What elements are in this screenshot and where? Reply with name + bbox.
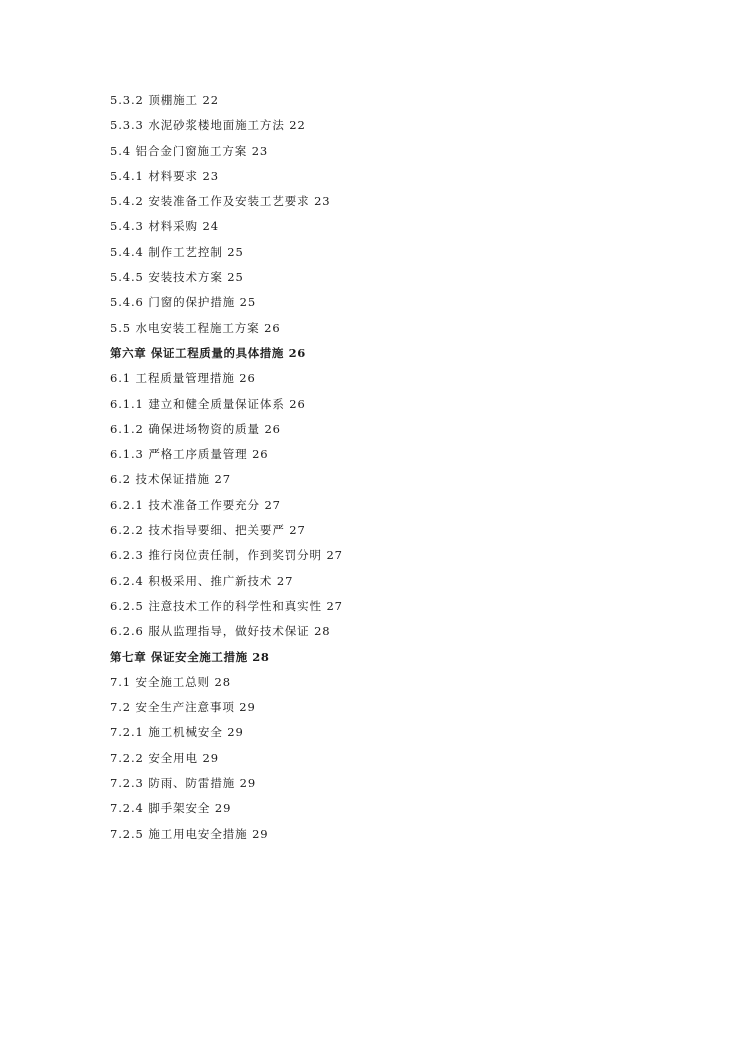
toc-entry: 7.2.2 安全用电 29 [110,750,219,765]
toc-entry: 6.1 工程质量管理措施 26 [110,371,256,386]
toc-entry: 7.1 安全施工总则 28 [110,674,231,689]
toc-entry: 6.1.1 建立和健全质量保证体系 26 [110,396,306,411]
toc-entry: 6.2.2 技术指导要细、把关要严 27 [110,523,306,538]
toc-entry: 6.2 技术保证措施 27 [110,472,231,487]
toc-entry: 6.1.2 确保进场物资的质量 26 [110,421,281,436]
toc-entry: 5.4.3 材料采购 24 [110,219,219,234]
toc-chapter-heading: 第六章 保证工程质量的具体措施 26 [110,345,306,360]
toc-entry: 7.2.5 施工用电安全措施 29 [110,826,269,841]
toc-entry: 7.2.1 施工机械安全 29 [110,725,244,740]
toc-entry: 7.2.3 防雨、防雷措施 29 [110,776,257,791]
toc-entry: 5.3.3 水泥砂浆楼地面施工方法 22 [110,118,306,133]
toc-entry: 6.2.5 注意技术工作的科学性和真实性 27 [110,598,343,613]
toc-entry: 6.2.1 技术准备工作要充分 27 [110,497,281,512]
toc-entry: 5.4.6 门窗的保护措施 25 [110,295,257,310]
toc-entry: 6.2.4 积极采用、推广新技术 27 [110,573,294,588]
table-of-contents [110,88,710,847]
toc-entry: 7.2.4 脚手架安全 29 [110,801,232,816]
toc-entry: 5.5 水电安装工程施工方案 26 [110,320,281,335]
toc-entry: 7.2 安全生产注意事项 29 [110,700,256,715]
toc-entry: 6.2.3 推行岗位责任制，作到奖罚分明 27 [110,548,343,563]
toc-entry: 5.4 铝合金门窗施工方案 23 [110,143,269,158]
toc-entry: 6.2.6 服从监理指导，做好技术保证 28 [110,624,331,639]
toc-entry: 5.3.2 顶棚施工 22 [110,93,219,107]
toc-chapter-heading: 第七章 保证安全施工措施 28 [110,649,270,664]
toc-entry: 5.4.2 安装准备工作及安装工艺要求 23 [110,194,331,209]
toc-entry: 5.4.5 安装技术方案 25 [110,270,244,285]
toc-entry: 5.4.4 制作工艺控制 25 [110,244,244,259]
toc-entry: 5.4.1 材料要求 23 [110,168,219,183]
toc-entry: 6.1.3 严格工序质量管理 26 [110,447,269,462]
